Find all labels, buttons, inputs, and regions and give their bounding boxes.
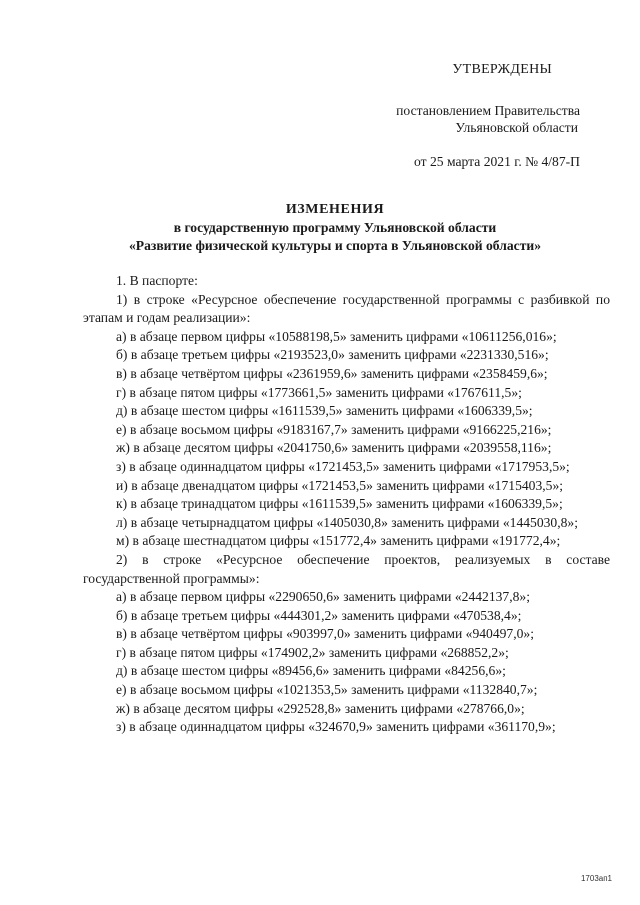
paragraph: г) в абзаце пятом цифры «174902,2» заменить цифрами «268852,2»; xyxy=(116,644,509,660)
paragraph: и) в абзаце двенадцатом цифры «1721453,5» заменить цифрами «1715403,5»; xyxy=(116,477,564,493)
document-subtitle-line-1: в государственную программу Ульяновской области xyxy=(173,220,497,235)
paragraph: в) в абзаце четвёртом цифры «2361959,6» заменить цифрами «2358459,6»; xyxy=(116,365,548,381)
approved-label: УТВЕРЖДЕНЫ xyxy=(452,62,552,77)
paragraph: 2) в строке «Ресурсное обеспечение проектов, реализуемых в составе государственной программы»: xyxy=(83,551,610,586)
paragraph: б) в абзаце третьем цифры «2193523,0» заменить цифрами «2231330,516»; xyxy=(116,347,549,363)
paragraph: к) в абзаце тринадцатом цифры «1611539,5» заменить цифрами «1606339,5»; xyxy=(116,496,563,512)
paragraph: е) в абзаце восьмом цифры «9183167,7» заменить цифрами «9166225,216»; xyxy=(116,421,552,437)
approval-region: Ульяновской области xyxy=(455,120,578,135)
paragraph: д) в абзаце шестом цифры «89456,6» заменить цифрами «84256,6»; xyxy=(116,663,506,679)
paragraph: а) в абзаце первом цифры «2290650,6» заменить цифрами «2442137,8»; xyxy=(116,589,530,605)
paragraph: е) в абзаце восьмом цифры «1021353,5» заменить цифрами «1132840,7»; xyxy=(116,682,538,698)
paragraph: в) в абзаце четвёртом цифры «903997,0» заменить цифрами «940497,0»; xyxy=(116,626,534,642)
approval-resolution: постановлением Правительства xyxy=(396,103,580,118)
document-body xyxy=(83,272,610,737)
paragraph: м) в абзаце шестнадцатом цифры «151772,4» заменить цифрами «191772,4»; xyxy=(116,533,561,549)
approval-date-number: от 25 марта 2021 г. № 4/87-П xyxy=(414,154,580,169)
paragraph: 1. В паспорте: xyxy=(116,273,198,288)
paragraph: 1) в строке «Ресурсное обеспечение государственной программы с разбивкой по этапам и годам реализации»: xyxy=(83,291,610,326)
paragraph: ж) в абзаце десятом цифры «292528,8» заменить цифрами «278766,0»; xyxy=(116,700,525,716)
paragraph: г) в абзаце пятом цифры «1773661,5» заменить цифрами «1767611,5»; xyxy=(116,384,522,400)
paragraph: з) в абзаце одиннадцатом цифры «324670,9» заменить цифрами «361170,9»; xyxy=(116,719,556,735)
document-heading xyxy=(70,201,600,255)
paragraph: б) в абзаце третьем цифры «444301,2» заменить цифрами «470538,4»; xyxy=(116,607,522,623)
paragraph: з) в абзаце одиннадцатом цифры «1721453,5» заменить цифрами «1717953,5»; xyxy=(116,458,570,474)
paragraph: а) в абзаце первом цифры «10588198,5» заменить цифрами «10611256,016»; xyxy=(116,328,557,344)
approval-block xyxy=(340,62,580,170)
document-title: ИЗМЕНЕНИЯ xyxy=(285,202,385,217)
paragraph: л) в абзаце четырнадцатом цифры «1405030,8» заменить цифрами «1445030,8»; xyxy=(116,514,578,530)
paragraph: ж) в абзаце десятом цифры «2041750,6» заменить цифрами «2039558,116»; xyxy=(116,440,552,456)
document-subtitle-line-2: «Развитие физической культуры и спорта в Ульяновской области» xyxy=(128,238,542,253)
paragraph: д) в абзаце шестом цифры «1611539,5» заменить цифрами «1606339,5»; xyxy=(116,403,533,419)
footer-code: 1703ап1 xyxy=(580,874,612,883)
